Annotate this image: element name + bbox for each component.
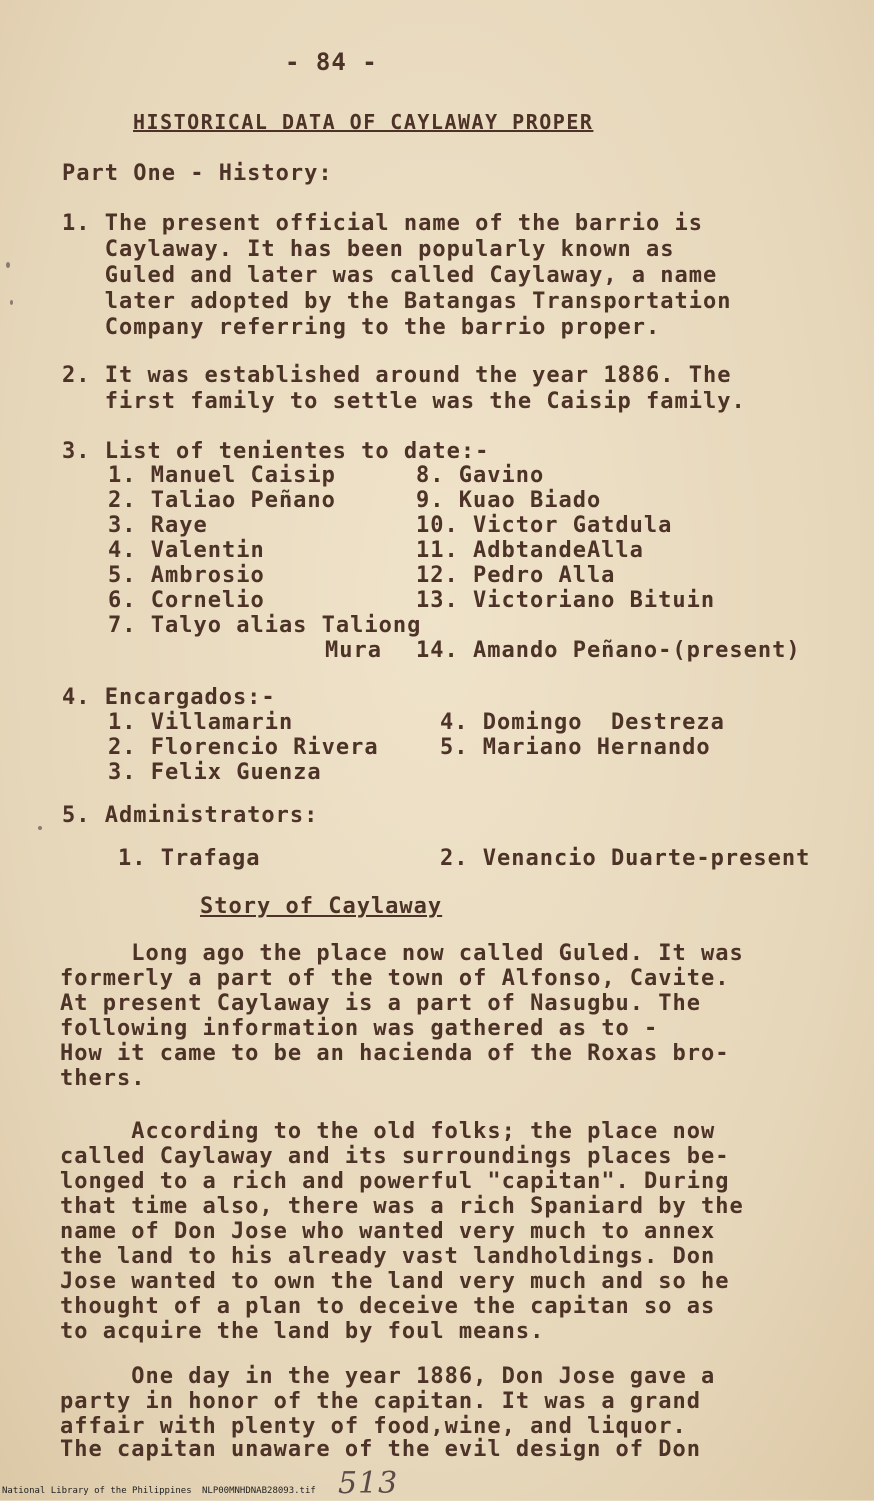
story-line: At present Caylaway is a part of Nasugbu. The bbox=[60, 991, 702, 1016]
item-5-heading: 5. Administrators: bbox=[62, 803, 319, 828]
page-title: HISTORICAL DATA OF CAYLAWAY PROPER bbox=[133, 110, 594, 134]
teniente-item: 4. Valentin bbox=[108, 538, 265, 563]
paper-speck bbox=[10, 300, 13, 305]
item-1-line: Caylaway. It has been popularly known as bbox=[62, 237, 675, 262]
footer-file-id: NLP00MNHDNAB28093.tif bbox=[202, 1486, 316, 1496]
story-line: that time also, there was a rich Spaniard by the bbox=[60, 1194, 744, 1219]
story-line: The capitan unaware of the evil design of Don bbox=[60, 1437, 702, 1462]
story-line: Jose wanted to own the land very much and so he bbox=[60, 1269, 730, 1294]
story-line: Long ago the place now called Guled. It was bbox=[60, 941, 744, 966]
story-line: longed to a rich and powerful "capitan". During bbox=[60, 1169, 730, 1194]
story-line: name of Don Jose who wanted very much to annex bbox=[60, 1219, 716, 1244]
teniente-item: 14. Amando Peñano-(present) bbox=[416, 638, 801, 663]
teniente-item: 5. Ambrosio bbox=[108, 563, 265, 588]
story-line: formerly a part of the town of Alfonso, Cavite. bbox=[60, 966, 730, 991]
story-title: Story of Caylaway bbox=[200, 894, 443, 919]
teniente-item-continuation: Mura bbox=[325, 638, 382, 663]
story-line: thought of a plan to deceive the capitan so as bbox=[60, 1294, 716, 1319]
story-line: How it came to be an hacienda of the Roxas bro- bbox=[60, 1041, 730, 1066]
item-2-line: 2. It was established around the year 1886. The bbox=[62, 363, 732, 388]
administrator-item: 1. Trafaga bbox=[118, 846, 261, 871]
teniente-item: 1. Manuel Caisip bbox=[108, 463, 336, 488]
item-3-heading: 3. List of tenientes to date:- bbox=[62, 439, 490, 464]
item-1-line: 1. The present official name of the barrio is bbox=[62, 211, 704, 236]
paper-speck bbox=[38, 826, 42, 830]
story-line: One day in the year 1886, Don Jose gave a bbox=[60, 1364, 716, 1389]
item-4-heading: 4. Encargados:- bbox=[62, 685, 276, 710]
teniente-item: 2. Taliao Peñano bbox=[108, 488, 336, 513]
teniente-item: 3. Raye bbox=[108, 513, 208, 538]
story-line: called Caylaway and its surroundings places be- bbox=[60, 1144, 730, 1169]
story-line: affair with plenty of food,wine, and liquor. bbox=[60, 1414, 687, 1439]
teniente-item: 13. Victoriano Bituin bbox=[416, 588, 716, 613]
story-line: to acquire the land by foul means. bbox=[60, 1319, 545, 1344]
part-heading: Part One - History: bbox=[62, 161, 333, 186]
teniente-item: 9. Kuao Biado bbox=[416, 488, 602, 513]
encargado-item: 3. Felix Guenza bbox=[108, 760, 322, 785]
story-line: thers. bbox=[60, 1066, 146, 1091]
handwritten-page-number: 513 bbox=[338, 1466, 399, 1501]
story-line: According to the old folks; the place now bbox=[60, 1119, 716, 1144]
story-line: party in honor of the capitan. It was a grand bbox=[60, 1389, 702, 1414]
teniente-item: 8. Gavino bbox=[416, 463, 545, 488]
story-line: the land to his already vast landholdings. Don bbox=[60, 1244, 716, 1269]
paper-speck bbox=[6, 262, 10, 268]
teniente-item: 6. Cornelio bbox=[108, 588, 265, 613]
item-1-line: later adopted by the Batangas Transportation bbox=[62, 289, 732, 314]
story-line: following information was gathered as to - bbox=[60, 1016, 659, 1041]
teniente-item: 12. Pedro Alla bbox=[416, 563, 616, 588]
item-2-line: first family to settle was the Caisip family. bbox=[62, 389, 746, 414]
item-1-line: Company referring to the barrio proper. bbox=[62, 315, 661, 340]
encargado-item: 5. Mariano Hernando bbox=[440, 735, 711, 760]
footer-library: National Library of the Philippines bbox=[2, 1486, 192, 1496]
teniente-item: 11. AdbtandeAlla bbox=[416, 538, 644, 563]
page-number: - 84 - bbox=[285, 48, 378, 76]
encargado-item: 1. Villamarin bbox=[108, 710, 294, 735]
teniente-item: 7. Talyo alias Taliong bbox=[108, 613, 422, 638]
teniente-item: 10. Victor Gatdula bbox=[416, 513, 673, 538]
encargado-item: 2. Florencio Rivera bbox=[108, 735, 379, 760]
administrator-item: 2. Venancio Duarte-present bbox=[440, 846, 811, 871]
item-1-line: Guled and later was called Caylaway, a name bbox=[62, 263, 718, 288]
encargado-item: 4. Domingo Destreza bbox=[440, 710, 725, 735]
